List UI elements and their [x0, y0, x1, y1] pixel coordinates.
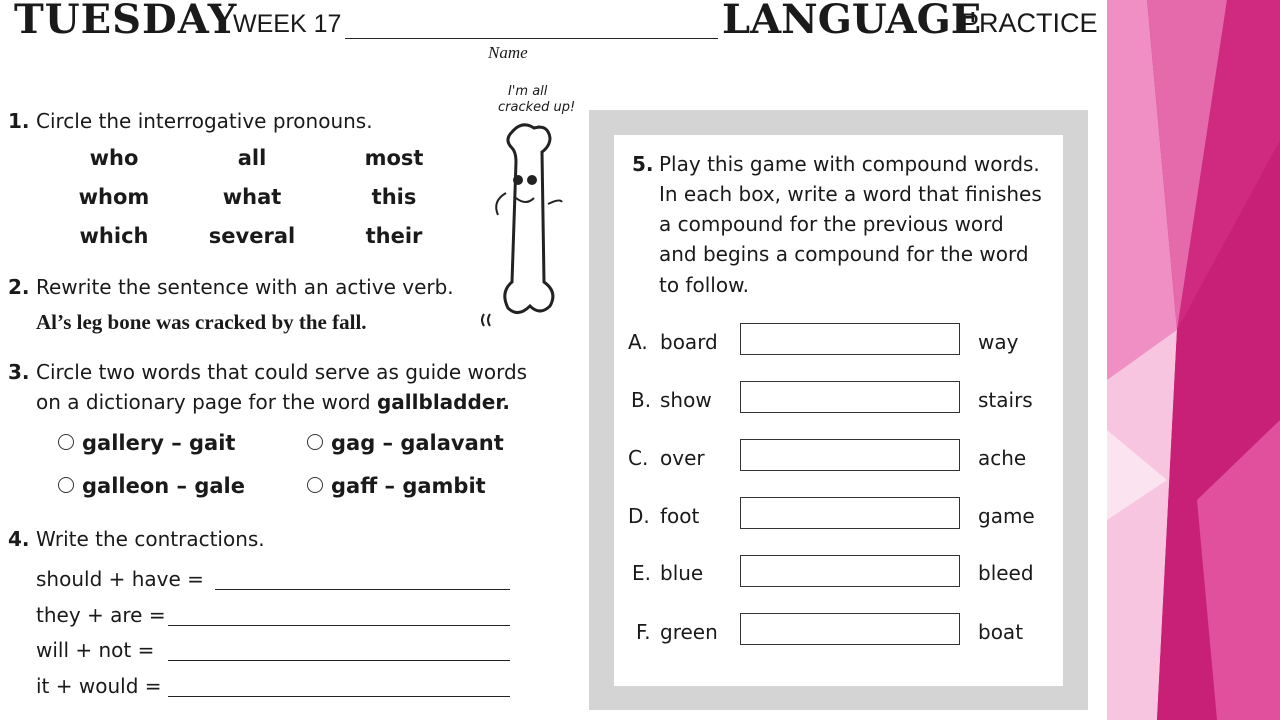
q3-prompt-line2 [36, 390, 510, 414]
q5-row-c-letter: C. [628, 446, 649, 470]
header-week: WEEK 17 [233, 10, 342, 38]
q5-prompt-line-3: a compound for the previous word [659, 212, 1004, 236]
q1-word-several[interactable]: several [208, 224, 296, 248]
q3-option-1-label: gallery – gait [82, 431, 236, 455]
q5-row-e-answer-box[interactable] [740, 555, 960, 587]
radio-icon[interactable] [58, 477, 74, 493]
q5-number: 5. [632, 152, 654, 176]
q5-row-e-right: bleed [978, 561, 1034, 585]
q5-row-e-letter: E. [632, 561, 651, 585]
q5-row-a-right: way [978, 330, 1019, 354]
q3-option-4-label: gaff – gambit [331, 474, 486, 498]
q4-prompt: Write the contractions. [36, 527, 265, 551]
q1-word-what[interactable]: what [222, 185, 282, 209]
q1-word-which[interactable]: which [79, 224, 149, 248]
q4-item-2: they + are = [36, 603, 166, 627]
q1-word-this[interactable]: this [371, 185, 417, 209]
q5-row-d-right: game [978, 504, 1035, 528]
q4-item-3: will + not = [36, 638, 155, 662]
q5-row-e-left: blue [660, 561, 704, 585]
q3-option-4[interactable] [307, 474, 486, 498]
q3-number: 3. [8, 360, 30, 384]
q5-row-f-right: boat [978, 620, 1024, 644]
q4-answer-line-3[interactable] [168, 660, 510, 661]
bone-character-icon [476, 118, 576, 338]
name-label: Name [488, 43, 528, 62]
q3-prompt-line1: Circle two words that could serve as guide words [36, 360, 528, 384]
pink-facets-graphic [1107, 0, 1280, 720]
q3-keyword: gallbladder. [376, 390, 510, 414]
q5-row-a-letter: A. [628, 330, 648, 354]
q2-sentence: Al’s leg bone was cracked by the fall. [36, 310, 367, 334]
bone-speech-line1: I'm all [508, 84, 548, 99]
q3-option-3[interactable] [58, 474, 245, 498]
bone-speech-line2: cracked up! [498, 100, 576, 115]
radio-icon[interactable] [307, 477, 323, 493]
q5-row-f-left: green [660, 620, 718, 644]
q1-word-most[interactable]: most [364, 146, 424, 170]
q5-prompt-line-2: In each box, write a word that finishes [659, 182, 1042, 206]
q1-word-all[interactable]: all [237, 146, 267, 170]
q2-number: 2. [8, 275, 30, 299]
q2-prompt: Rewrite the sentence with an active verb. [36, 275, 454, 299]
q1-prompt: Circle the interrogative pronouns. [36, 109, 373, 133]
q5-row-b-left: show [660, 388, 712, 412]
q1-word-who[interactable]: who [89, 146, 139, 170]
q1-word-their[interactable]: their [365, 224, 423, 248]
q1-number: 1. [8, 109, 30, 133]
radio-icon[interactable] [307, 434, 323, 450]
q5-row-a-answer-box[interactable] [740, 323, 960, 355]
q4-item-1: should + have = [36, 567, 204, 591]
header-subject-practice: PRACTICE [961, 8, 1098, 38]
q1-word-whom[interactable]: whom [78, 185, 150, 209]
q5-prompt-line-1: Play this game with compound words. [659, 152, 1040, 176]
q5-row-b-letter: B. [631, 388, 652, 412]
q4-item-4: it + would = [36, 674, 162, 698]
q5-row-c-answer-box[interactable] [740, 439, 960, 471]
q5-row-c-left: over [660, 446, 705, 470]
radio-icon[interactable] [58, 434, 74, 450]
q5-row-d-left: foot [660, 504, 700, 528]
q4-answer-line-2[interactable] [168, 625, 510, 626]
q5-row-f-answer-box[interactable] [740, 613, 960, 645]
q5-row-b-right: stairs [978, 388, 1033, 412]
q4-answer-line-1[interactable] [215, 589, 510, 590]
decorative-side-panel [1107, 0, 1280, 720]
q3-option-3-label: galleon – gale [82, 474, 245, 498]
q5-row-d-answer-box[interactable] [740, 497, 960, 529]
q3-prompt-line2-text: on a dictionary page for the word [36, 390, 371, 414]
q5-row-b-answer-box[interactable] [740, 381, 960, 413]
q4-number: 4. [8, 527, 30, 551]
q3-option-1[interactable] [58, 431, 235, 455]
q5-prompt-line-5: to follow. [659, 273, 749, 297]
q5-row-d-letter: D. [628, 504, 650, 528]
q4-answer-line-4[interactable] [168, 696, 510, 697]
q5-row-f-letter: F. [636, 620, 651, 644]
q3-option-2-label: gag – galavant [331, 431, 504, 455]
q5-prompt-line-4: and begins a compound for the word [659, 242, 1029, 266]
q5-row-c-right: ache [978, 446, 1027, 470]
header-subject: LANGUAGE [722, 0, 982, 43]
header-day: TUESDAY [14, 0, 238, 43]
name-line[interactable] [345, 38, 718, 39]
q5-row-a-left: board [660, 330, 718, 354]
q3-option-2[interactable] [307, 431, 504, 455]
